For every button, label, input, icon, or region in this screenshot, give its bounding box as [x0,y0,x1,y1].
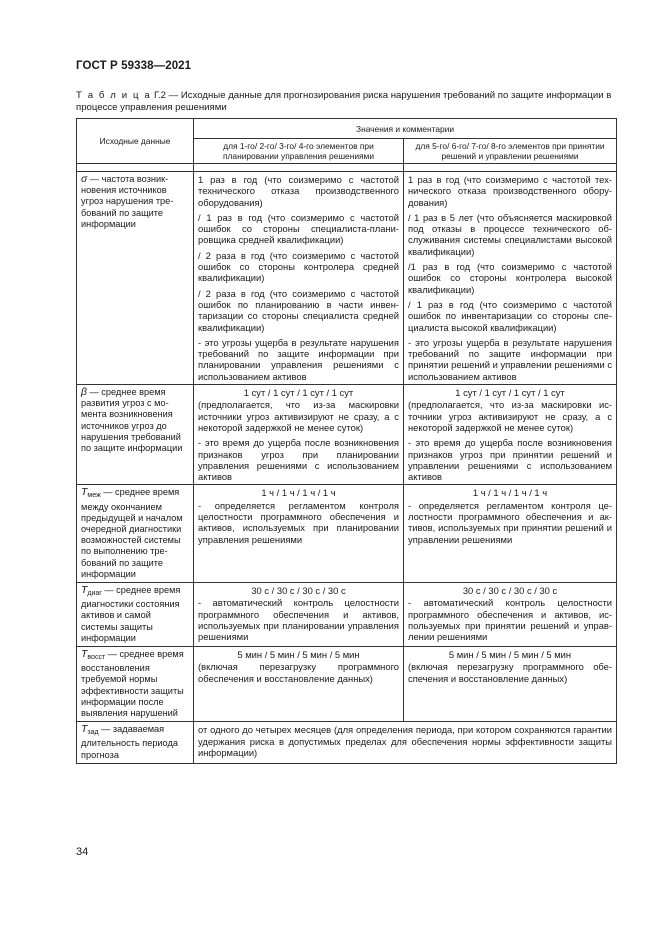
row-label-t-zad: $T_{зад}$ — задаваемая длительность периода прогноза [77,722,194,764]
table-row [77,485,617,583]
row-label-t-mezh: $T_{меж}$ — среднее время между окончанием предыдущей и началом очередной диагностики возможностей системы по выполнению требований по защите информации [77,485,194,583]
cell-planning: 1 сут / 1 сут / 1 сут / 1 сут (предполагается, что из-за маскировки источники угроз активизируют не сразу, а с некоторой задержкой не менее суток) - это время до ущерба после возникновения признаков угроз при планировании управления решениями с использованием активов [194,385,404,485]
table-row [77,647,617,722]
cell-planning: 1 ч / 1 ч / 1 ч / 1 ч - определяется регламентом контроля целостности программного обеспечения и активов, используемых при планировании управления решениями [194,485,404,583]
table-caption-label: Т а б л и ц а [76,90,152,101]
cell-decision: 1 сут / 1 сут / 1 сут / 1 сут (предполагается, что из-за маскировки источники угроз активизируют не сразу, а с некоторой задержкой не менее суток) - это время до ущерба после возникновения признаков угроз при принятии решений и управлении решениями с использованием активов [404,385,617,485]
cell-decision: 5 мин / 5 мин / 5 мин / 5 мин (включая перезагрузку программного обеспечения и восстановление данных) [404,647,617,722]
page-number: 34 [76,846,89,858]
table-caption-text: Г.2 — Исходные данные для прогнозирования риска нарушения требований по защите информации в процессе управления решениями [76,90,612,113]
table-row [77,722,617,764]
header-decision-elements: для 5-го/ 6-го/ 7-го/ 8-го элементов при принятии решений и управлении решениями [404,139,617,164]
header-planning-elements: для 1-го/ 2-го/ 3-го/ 4-го элементов при планировании управления решениями [194,139,404,164]
row-label-sigma: σ — частота возникновения источников угроз нарушения требований по защите информации [77,172,194,385]
cell-decision: 30 с / 30 с / 30 с / 30 с - автоматический контроль целостности программного обеспечения и активов, используемых при принятии решений и управлении решениями [404,583,617,647]
row-label-beta: β — среднее время развития угроз с момента возникновения источников угроз до нарушения требований по защите информации [77,385,194,485]
document-code: ГОСТ Р 59338—2021 [76,60,192,72]
row-label-t-diag: $T_{диаг}$ — среднее время диагностики состояния активов и самой системы защиты информации [77,583,194,647]
table-row [77,583,617,647]
header-values-comments: Значения и комментарии [194,119,617,139]
table-caption [76,90,616,114]
cell-decision: 1 ч / 1 ч / 1 ч / 1 ч - определяется регламентом контроля целостности программного обеспечения и активов, используемых при принятии решений и управлении решениями [404,485,617,583]
source-data-table [76,118,617,764]
cell-planning: 1 раз в год (что соизмеримо с частотой технического отказа производственного оборудования) / 1 раз в год (что соизмеримо с частотой ошибок со стороны специалиста-планировщика средней квалификации) / 2 раза в год (что соизмеримо с частотой ошибок со стороны контролера средней квалификации) / 2 раза в год (что соизмеримо с частотой ошибок по планированию в части инвентаризации со стороны специалиста средней квалификации) - это угрозы ущерба в результате нарушения требований по защите информации при планировании управления решениями с использованием активов [194,172,404,385]
table-row [77,172,617,385]
cell-forecast-period: от одного до четырех месяцев (для определения периода, при котором сохраняются гарантии удержания риска в допустимых пределах для обеспечения нормы эффективности защиты информации) [194,722,617,764]
cell-planning: 30 с / 30 с / 30 с / 30 с - автоматический контроль целостности программного обеспечения и активов, используемых при планировании управления решениями [194,583,404,647]
cell-decision: 1 раз в год (что соизмеримо с частотой технического отказа производственного оборудования) / 1 раз в 5 лет (что объясняется маскировкой под отказы в процессе технического обслуживания системы специалистами высокой квалификации) /1 раз в год (что соизмеримо с частотой ошибок со стороны контролера высокой квалификации) / 1 раз в год (что соизмеримо с частотой ошибок по инвентаризации со стороны специалиста высокой квалификации) - это угрозы ущерба в результате нарушения требований по защите информации при принятии решений и управлении решениями с использованием активов [404,172,617,385]
cell-planning: 5 мин / 5 мин / 5 мин / 5 мин (включая перезагрузку программного обеспечения и восстановление данных) [194,647,404,722]
table-row [77,385,617,485]
row-label-t-vosst: $T_{восст}$ — среднее время восстановления требуемой нормы эффективности защиты информации после выявления нарушений [77,647,194,722]
header-source-data: Исходные данные [77,119,194,164]
